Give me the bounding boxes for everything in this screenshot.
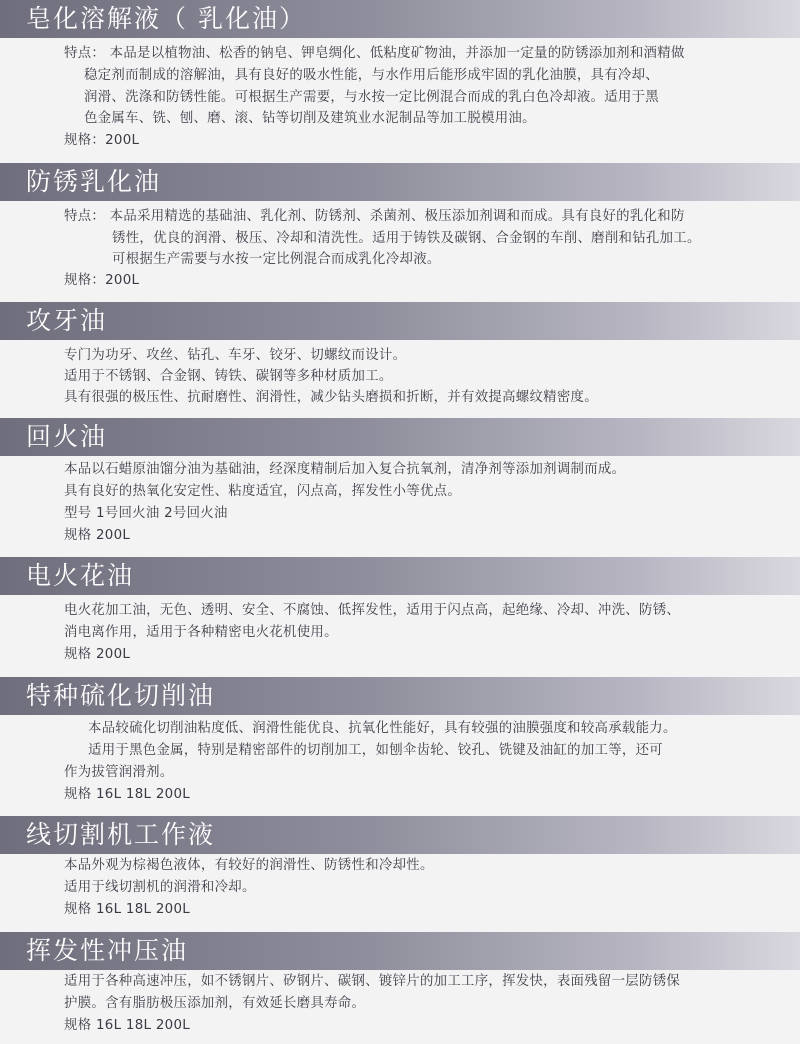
spec-line: 规格 16L 18L 200L [64,1018,191,1033]
section-rust-emulsion [0,163,800,288]
section-text-line: 具有很强的极压性、抗耐磨性、润滑性，减少钻头磨损和折断，并有效提高螺纹精密度。 [64,390,598,405]
section-title: 线切割机工作液 [26,820,216,849]
section-text-line: 作为拔管润滑剂。 [64,765,174,780]
section-text-line: 适用于黑色金属，特别是精密部件的切削加工，如刨伞齿轮、铰孔、铣键及油缸的加工等，还可 [88,743,664,758]
section-sulfurized-cutting-oil [0,677,800,802]
spec-line: 规格 16L 18L 200L [64,787,191,802]
section-tapping-oil [0,302,800,405]
section-text-line: 特点： 本品是以植物油、松香的钠皂、钾皂绸化、低粘度矿物油，并添加一定量的防锈添加剂和酒精做 [64,46,685,61]
section-title: 防锈乳化油 [26,167,162,196]
section-text-line: 具有良好的热氧化安定性、粘度适宜，闪点高，挥发性小等优点。 [64,484,462,499]
section-title: 皂化溶解液（ 乳化油） [26,4,306,33]
section-header-bar [0,0,800,38]
section-soluble-oil [0,0,800,148]
section-header-bar [0,557,800,595]
section-title: 挥发性冲压油 [26,936,189,965]
section-volatile-stamping-oil [0,932,800,1033]
section-text-line: 可根据生产需要与水按一定比例混合而成乳化冷却液。 [112,252,441,267]
spec-line: 规格：200L [64,133,140,148]
spec-line: 规格 200L [64,647,131,662]
section-header-bar [0,418,800,456]
section-title: 电火花油 [26,561,135,590]
section-edm-oil [0,557,800,662]
section-header-bar [0,302,800,340]
section-text-line: 消电离作用，适用于各种精密电火花机使用。 [64,625,338,640]
section-text-line: 专门为功牙、攻丝、钻孔、车牙、铰牙、切螺纹而设计。 [64,348,407,363]
spec-line: 规格 200L [64,528,131,543]
spec-line: 规格：200L [64,273,140,288]
model-line: 型号 1号回火油 2号回火油 [64,506,228,521]
section-text-line: 适用于各种高速冲压，如不锈钢片、矽钢片、碳钢、镀锌片的加工工序，挥发快，表面残留一层防锈保 [64,974,681,989]
section-header-bar [0,163,800,201]
section-text-line: 护膜。含有脂肪极压添加剂，有效延长磨具寿命。 [64,996,366,1011]
section-text-line: 特点： 本品采用精选的基础油、乳化剂、防锈剂、杀菌剂、极压添加剂调和而成。具有良好的乳化和防 [64,209,685,224]
section-text-line: 本品外观为棕褐色液体，有较好的润滑性、防锈性和冷却性。 [64,858,434,873]
section-text-line: 本品以石蜡原油馏分油为基础油，经深度精制后加入复合抗氧剂，清净剂等添加剂调制而成。 [64,462,626,477]
section-title: 攻牙油 [26,306,108,335]
section-wire-cut-fluid [0,816,800,917]
section-text-line: 稳定剂而制成的溶解油，具有良好的吸水性能，与水作用后能形成牢固的乳化油膜，具有冷却、 [84,68,660,83]
section-title: 回火油 [26,422,108,451]
section-title: 特种硫化切削油 [26,681,216,710]
section-tempering-oil [0,418,800,543]
section-text-line: 适用于线切割机的润滑和冷却。 [64,880,256,895]
section-text-line: 色金属车、铣、刨、磨、滚、钻等切削及建筑业水泥制品等加工脱模用油。 [84,111,536,126]
section-header-bar [0,816,800,854]
section-text-line: 电火花加工油，无色、透明、安全、不腐蚀、低挥发性，适用于闪点高，起绝缘、冷却、冲洗、防锈、 [64,603,681,618]
section-text-line: 适用于不锈钢、合金钢、铸铁、碳钢等多种材质加工。 [64,369,393,384]
spec-line: 规格 16L 18L 200L [64,902,191,917]
section-text-line: 润滑、洗涤和防锈性能。可根据生产需要，与水按一定比例混合而成的乳白色冷却液。适用于黑 [84,90,660,105]
section-header-bar [0,677,800,715]
section-text-line: 锈性，优良的润滑、极压、冷却和清洗性。适用于铸铁及碳钢、合金钢的车削、磨削和钻孔加工。 [112,231,701,246]
section-text-line: 本品较硫化切削油粘度低、润滑性能优良、抗氧化性能好，具有较强的油膜强度和较高承载能力。 [88,721,677,736]
section-header-bar [0,932,800,970]
